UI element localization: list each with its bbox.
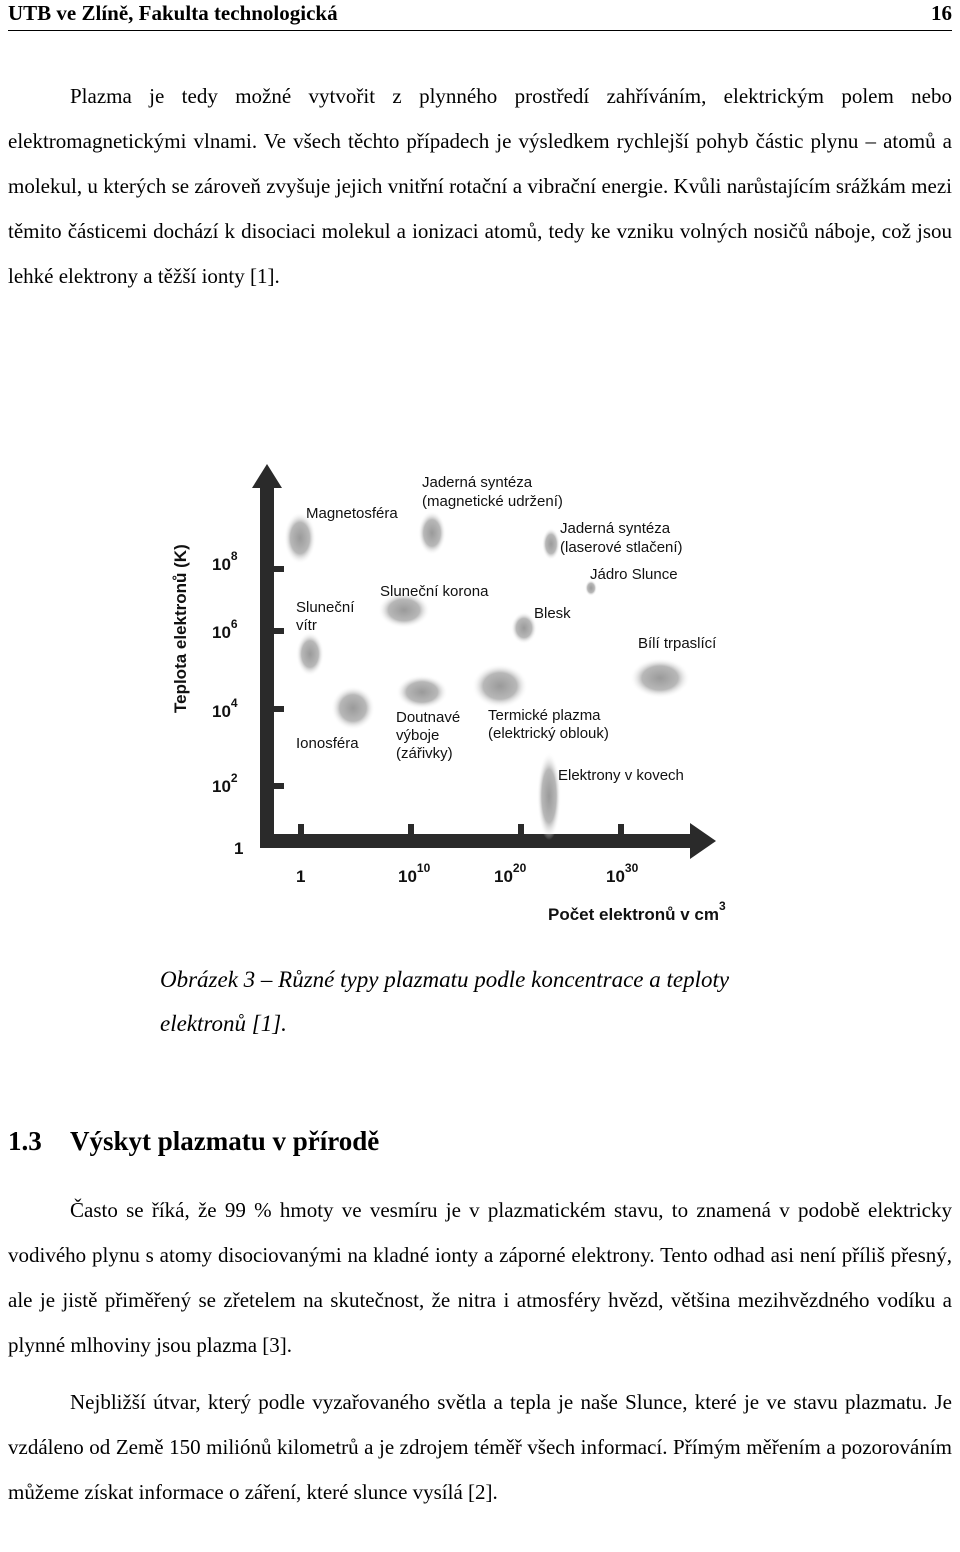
label-slunecni-korona: Sluneční korona [380, 583, 489, 600]
label-ionosfera: Ionosféra [296, 735, 359, 752]
figure-caption [160, 958, 820, 1046]
label-jaderna-synteza-las: Jaderná syntéza [560, 520, 671, 537]
label-doutnave-1: Doutnavé [396, 709, 461, 726]
y-tick-label [212, 617, 238, 642]
blob-jaderna-laserove [542, 528, 560, 560]
y-axis-arrow [252, 464, 282, 488]
y-tick-mark [274, 628, 284, 634]
caption-line-1: Obrázek 3 – Různé typy plazmatu podle koncentrace a teploty [160, 967, 730, 992]
label-magneticke-udrzeni: (magnetické udržení) [422, 493, 563, 510]
svg-text:106: $10^6$ [212, 617, 238, 642]
x-axis-arrow [690, 823, 716, 859]
label-elektrony-v-kovech: Elektrony v kovech [558, 767, 684, 784]
label-doutnave-3: (zářivky) [396, 745, 453, 762]
x-tick-label [606, 861, 639, 886]
paragraph-plasma-universe [8, 1188, 952, 1368]
label-magnetosfera: Magnetosféra [306, 505, 398, 522]
x-tick-mark [298, 824, 304, 834]
blob-jaderna-magneticke [418, 511, 446, 555]
y-tick-label [212, 696, 238, 721]
y-tick-mark [274, 566, 284, 572]
blob-elektrony-v-kovech [537, 752, 561, 840]
x-tick-label [494, 861, 527, 886]
caption-line-2: elektronů [1]. [160, 1011, 287, 1036]
y-tick-label [212, 771, 238, 796]
label-jaderna-synteza-mag: Jaderná syntéza [422, 474, 533, 491]
label-slunecni-vitr-2: vítr [296, 617, 317, 634]
page-header [8, 0, 952, 31]
paragraph-plasma-universe-text: Často se říká, že 99 % hmoty ve vesmíru je v plazmatickém stavu, to znamená v podobě elektricky vodivého plynu s atomy disociovanými na kladné ionty a záporné elektrony. Tento odhad asi není příliš přesný, ale je jistě přiměřený se zřetelem na skutečnost, že nitra i atmosféry hvězd, většina mezihvězdného vodíku a plynné mlhoviny jsou plazma [3]. [8, 1198, 952, 1357]
label-termicke-2: (elektrický oblouk) [488, 725, 609, 742]
y-tick-label [234, 839, 243, 858]
blob-termicke-plazma [472, 664, 528, 708]
label-doutnave-2: výboje [396, 727, 440, 744]
y-tick-mark [274, 706, 284, 712]
section-title: Výskyt plazmatu v přírodě [70, 1126, 380, 1156]
label-slunecni-vitr-1: Sluneční [296, 599, 355, 616]
x-tick-mark [518, 824, 524, 834]
svg-text:104: $10^4$ [212, 696, 238, 721]
plasma-types-figure [160, 458, 820, 938]
svg-text:102: $10^2$ [212, 771, 238, 796]
svg-text:108: $10^8$ [212, 549, 238, 574]
blob-ionosfera [331, 686, 375, 730]
svg-text:1: 1 [296, 867, 306, 886]
x-tick-mark [408, 824, 414, 834]
x-axis-title: Počet elektronů v $cm^3$ [548, 899, 726, 924]
y-tick-label [212, 549, 238, 574]
label-blesk: Blesk [534, 605, 571, 622]
label-laserove-stlaceni: (laserové stlačení) [560, 539, 683, 556]
svg-text:1030: $10^{30}$ [606, 861, 639, 886]
x-axis-line [260, 834, 695, 848]
paragraph-sun [8, 1380, 952, 1515]
svg-text:1020: $10^{20}$ [494, 861, 527, 886]
label-bily-trpaslik: Bílí trpaslící [638, 635, 717, 652]
page-number: 16 [931, 1, 952, 25]
blob-bily-trpaslik [630, 658, 690, 698]
y-tick-mark [274, 783, 284, 789]
label-jadro-slunce: Jádro Slunce [590, 566, 678, 583]
paragraph-sun-text: Nejbližší útvar, který podle vyzařovaného světla a tepla je naše Slunce, které je ve stavu plazmatu. Je vzdáleno od Země 150 miliónů kilometrů a je zdrojem téměř všech informací. Přímým měřením a pozorováním můžeme získat informace o záření, které slunce vysílá [2]. [8, 1390, 952, 1504]
x-tick-label [398, 861, 431, 886]
y-axis-title: Teplota elektronů (K) [171, 544, 190, 713]
plasma-diagram [160, 458, 820, 938]
section-number: 1.3 [8, 1126, 42, 1156]
section-heading [8, 1126, 379, 1157]
x-tick-mark [618, 824, 624, 834]
paragraph-intro [8, 74, 952, 299]
y-axis-line [260, 483, 274, 848]
header-title: UTB ve Zlíně, Fakulta technologická [8, 1, 338, 25]
blob-doutnave-vyboje [396, 675, 448, 709]
x-tick-label [296, 867, 305, 886]
svg-text:1010: $10^{10}$ [398, 861, 431, 886]
paragraph-intro-text: Plazma je tedy možné vytvořit z plynného prostředí zahříváním, elektrickým polem nebo elektromagnetickými vlnami. Ve všech těchto případech je výsledkem rychlejší pohyb částic plynu – atomů a molekul, u kterých se zároveň zvyšuje jejich vnitřní rotační a vibrační energie. Kvůli narůstajícím srážkám mezi těmito částicemi dochází k disociaci molekul a ionizaci atomů, tedy ke vzniku volných nosičů náboje, což jsou lehké elektrony a těžší ionty [1]. [8, 84, 952, 288]
svg-text:1: 1 [234, 839, 244, 858]
label-termicke-1: Termické plazma [488, 707, 601, 724]
blob-slunecni-vitr [296, 632, 324, 676]
